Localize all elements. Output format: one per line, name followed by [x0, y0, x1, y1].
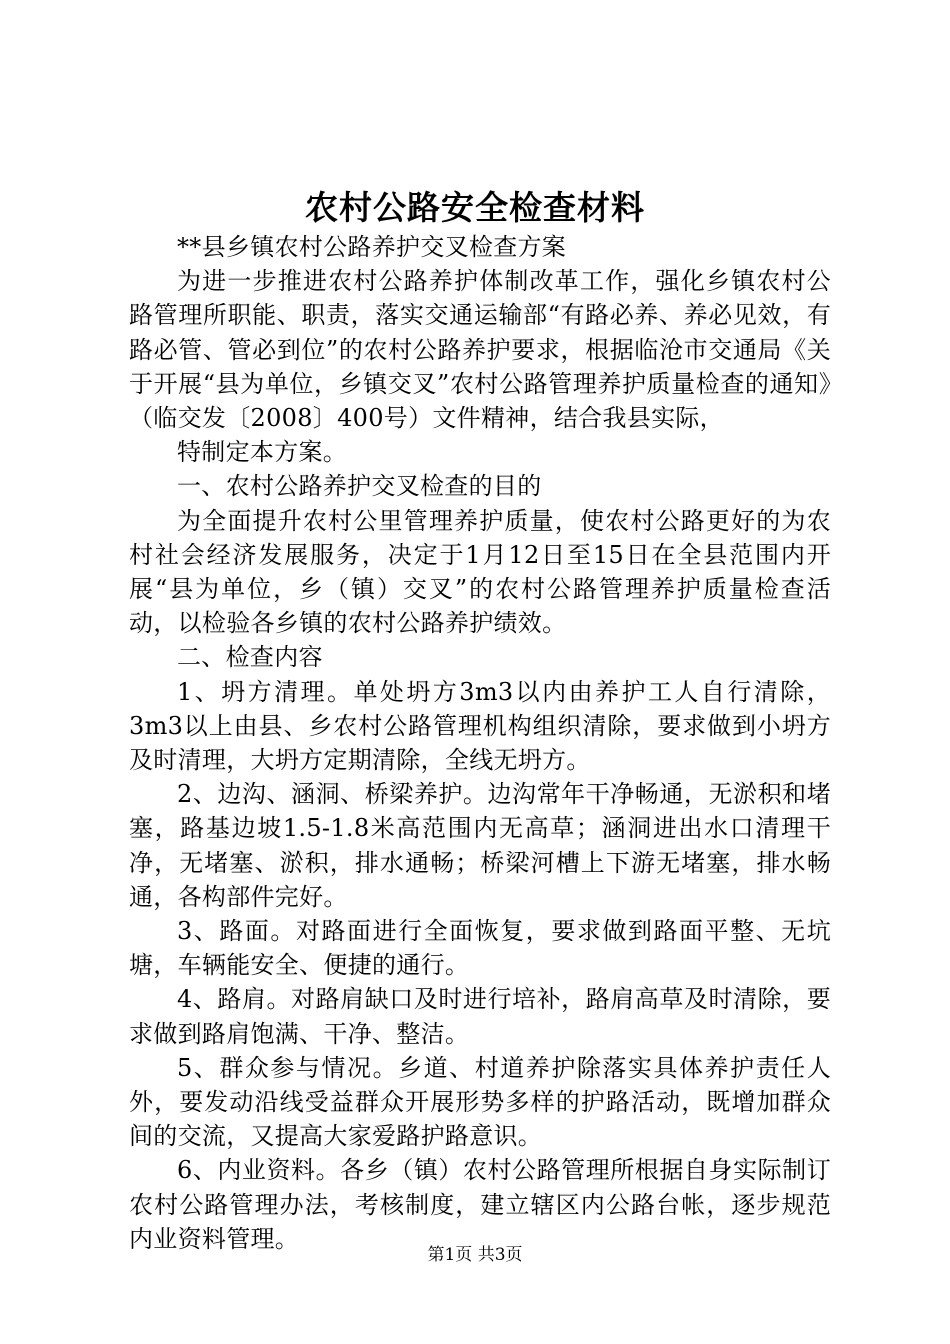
- document-title: 农村公路安全检查材料: [305, 188, 645, 227]
- document-body: [129, 230, 831, 1256]
- paragraph-intro: 为进一步推进农村公路养护体制改革工作，强化乡镇农村公路管理所职能、职责，落实交通运输部“有路必养、养必见效，有路必管、管必到位”的农村公路养护要求，根据临沧市交通局《关于开展“县为单位，乡镇交叉”农村公路管理养护质量检查的通知》（临交发〔2008〕400号）文件精神，结合我县实际，: [129, 267, 831, 433]
- plan-heading: **县乡镇农村公路养护交叉检查方案: [177, 233, 567, 261]
- item-road-surface: 3、路面。对路面进行全面恢复，要求做到路面平整、无坑塘，车辆能安全、便捷的通行。: [129, 917, 831, 980]
- page-footer: 第1页 共3页: [427, 1245, 523, 1265]
- item-public-participation: 5、群众参与情况。乡道、村道养护除落实具体养护责任人外，要发动沿线受益群众开展形势多样的护路活动，既增加群众间的交流，又提高大家爱路护路意识。: [129, 1053, 831, 1151]
- paragraph-intro-end: 特制定本方案。: [177, 438, 348, 467]
- item-road-shoulder: 4、路肩。对路肩缺口及时进行培补，路肩高草及时清除，要求做到路肩饱满、干净、整洁。: [129, 985, 831, 1048]
- section-heading-purpose: 一、农村公路养护交叉检查的目的: [177, 472, 542, 501]
- paragraph-purpose: 为全面提升农村公里管理养护质量，使农村公路更好的为农村社会经济发展服务，决定于1月12日至15日在全县范围内开展“县为单位，乡（镇）交叉”的农村公路管理养护质量检查活动，以检验各乡镇的农村公路养护绩效。: [129, 506, 831, 638]
- section-heading-content: 二、检查内容: [177, 643, 323, 672]
- item-drainage-maintenance: 2、边沟、涵洞、桥梁养护。边沟常年干净畅通，无淤积和堵塞，路基边坡1.5-1.8米高范围内无高草；涵洞进出水口清理干净，无堵塞、淤积，排水通畅；桥梁河槽上下游无堵塞，排水畅通，各构部件完好。: [129, 780, 831, 911]
- item-internal-records: 6、内业资料。各乡（镇）农村公路管理所根据自身实际制订农村公路管理办法，考核制度，建立辖区内公路台帐，逐步规范内业资料管理。: [129, 1156, 831, 1253]
- item-landslide-clearing: 1、坍方清理。单处坍方3m3以内由养护工人自行清除，3m3以上由县、乡农村公路管理机构组织清除，要求做到小坍方及时清理，大坍方定期清除，全线无坍方。: [129, 677, 831, 775]
